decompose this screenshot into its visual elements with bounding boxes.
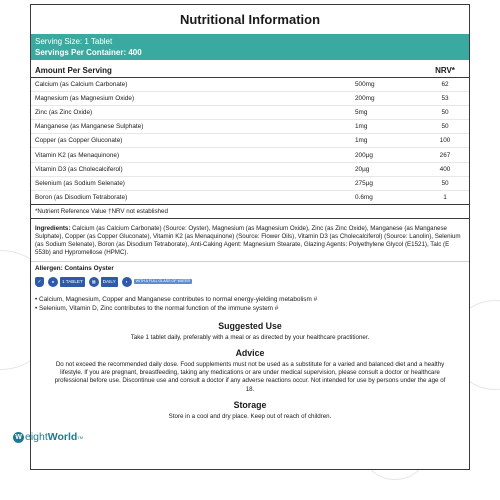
nutrient-name: Copper (as Copper Gluconate) bbox=[35, 137, 123, 145]
nutrient-nrv: 400 bbox=[439, 165, 451, 173]
suggested-use-text: Take 1 tablet daily, preferably with a meal or as directed by your healthcare practitioner. bbox=[130, 333, 370, 341]
nutrient-amount: 200µg bbox=[355, 151, 373, 159]
trademark-mark: TM bbox=[77, 434, 84, 440]
water-badge bbox=[122, 277, 192, 287]
brand-w-icon: W bbox=[13, 432, 24, 443]
water-label: WITH A FULL GLASS OF WATER bbox=[135, 278, 191, 283]
allergen-statement: Allergen: Contains Oyster bbox=[35, 264, 114, 272]
nutrient-name: Zinc (as Zinc Oxide) bbox=[35, 109, 93, 117]
nutrient-nrv: 1 bbox=[443, 193, 447, 201]
storage-title: Storage bbox=[233, 400, 267, 411]
dose-label: 1 TABLET bbox=[60, 277, 85, 287]
table-row bbox=[31, 92, 469, 106]
brand-logo bbox=[13, 421, 469, 443]
panel-title: Nutritional Information bbox=[179, 12, 321, 27]
daily-label: DAILY bbox=[101, 277, 118, 287]
storage-text: Store in a cool and dry place. Keep out of reach of children. bbox=[168, 413, 332, 421]
table-row bbox=[31, 134, 469, 148]
nutrient-nrv: 100 bbox=[439, 137, 451, 145]
brand-wordmark bbox=[25, 431, 77, 443]
table-row bbox=[31, 78, 469, 92]
header-amount: Amount Per Serving bbox=[35, 66, 112, 75]
ingredients-label: Ingredients: bbox=[35, 224, 71, 232]
brand-part-a: eight bbox=[25, 431, 48, 444]
advice-text: Do not exceed the recommended daily dose. Food supplements must not be used as a substitute for a varied and balanced diet and a healthy lifestyle. If you are pregnant, breastfeeding, taking any medications or are under medical supervision, please consult a doctor or healthcare professional before use. Discontinue use and consult a doctor if any adverse reactions occur. Not intended for use by persons under the age of 18. bbox=[54, 360, 446, 393]
advice-title: Advice bbox=[235, 347, 265, 358]
serving-band bbox=[31, 34, 469, 60]
suggested-use-title: Suggested Use bbox=[218, 320, 282, 331]
shield-icon: ✓ bbox=[35, 277, 44, 287]
dosage-badges bbox=[31, 275, 469, 291]
nutrient-nrv: 53 bbox=[441, 95, 449, 103]
brand-part-b: World bbox=[47, 431, 78, 444]
nutrient-nrv: 50 bbox=[441, 123, 449, 131]
ingredients-block bbox=[31, 219, 469, 262]
ingredients-text: Calcium (as Calcium Carbonate) (Source: Oyster), Magnesium (as Magnesium Oxide), Zinc (as Zinc Oxide), Manganese (as Manganese Sulphate), Copper (as Copper Gluconate), Vitamin K2 (as Menaquinone) (Source: Flower Oils), Vitamin D3 (as Cholecalciferol) (Source: Lanolin), Selenium (as Sodium Selenate), Boron (as Disodium Tetraborate), Anti-Caking Agent: Magnesium Stearate, Glazing Agents: Polyethylene Glycol (E1521), Talc (E 553b) and Hypromellose (HPMC). bbox=[35, 224, 461, 257]
nutrient-nrv: 50 bbox=[441, 179, 449, 187]
calendar-icon: ▦ bbox=[89, 277, 99, 287]
nrv-footnote: *Nutrient Reference Value †NRV not established bbox=[31, 205, 469, 219]
nutrient-name: Vitamin K2 (as Menaquinone) bbox=[35, 151, 120, 159]
nutrient-nrv: 50 bbox=[441, 109, 449, 117]
nutrient-name: Selenium (as Sodium Selenate) bbox=[35, 179, 125, 187]
claim-item: • Calcium, Magnesium, Copper and Manganese contributes to normal energy-yielding metabolism # bbox=[35, 295, 318, 303]
table-row bbox=[31, 106, 469, 120]
claim-item: • Selenium, Vitamin D, Zinc contributes to the normal function of the immune system # bbox=[35, 304, 279, 312]
nutrient-nrv: 62 bbox=[441, 81, 449, 89]
nutrient-amount: 0.6mg bbox=[355, 193, 373, 201]
table-row bbox=[31, 177, 469, 191]
table-row bbox=[31, 191, 469, 205]
table-row bbox=[31, 120, 469, 134]
servings-per-container: Servings Per Container: 400 bbox=[35, 48, 142, 57]
nutrient-amount: 5mg bbox=[355, 109, 368, 117]
serving-size: Serving Size: 1 Tablet bbox=[35, 37, 113, 46]
nutrient-nrv: 267 bbox=[439, 151, 451, 159]
table-row bbox=[31, 148, 469, 162]
health-claims bbox=[31, 291, 469, 315]
nutrient-table bbox=[31, 78, 469, 205]
daily-badge bbox=[89, 277, 118, 287]
nutrient-amount: 1mg bbox=[355, 123, 368, 131]
nutrient-amount: 500mg bbox=[355, 81, 375, 89]
header-nrv: NRV* bbox=[435, 66, 455, 75]
nutrient-amount: 1mg bbox=[355, 137, 368, 145]
table-row bbox=[31, 163, 469, 177]
nutrient-amount: 275µg bbox=[355, 179, 373, 187]
nutrition-panel bbox=[15, 4, 470, 470]
nutrient-amount: 20µg bbox=[355, 165, 370, 173]
nutrient-name: Manganese (as Manganese Sulphate) bbox=[35, 123, 144, 131]
nutrient-name: Boron (as Disodium Tetraborate) bbox=[35, 193, 128, 201]
water-glass-icon: ◗ bbox=[122, 277, 132, 287]
dose-badge bbox=[48, 277, 85, 287]
nutrient-name: Vitamin D3 (as Cholecalciferol) bbox=[35, 165, 123, 173]
tablet-icon: ● bbox=[48, 277, 58, 287]
nutrient-amount: 200mg bbox=[355, 95, 375, 103]
nutrient-name: Calcium (as Calcium Carbonate) bbox=[35, 81, 128, 89]
nutrient-name: Magnesium (as Magnesium Oxide) bbox=[35, 95, 135, 103]
table-header bbox=[31, 63, 469, 78]
